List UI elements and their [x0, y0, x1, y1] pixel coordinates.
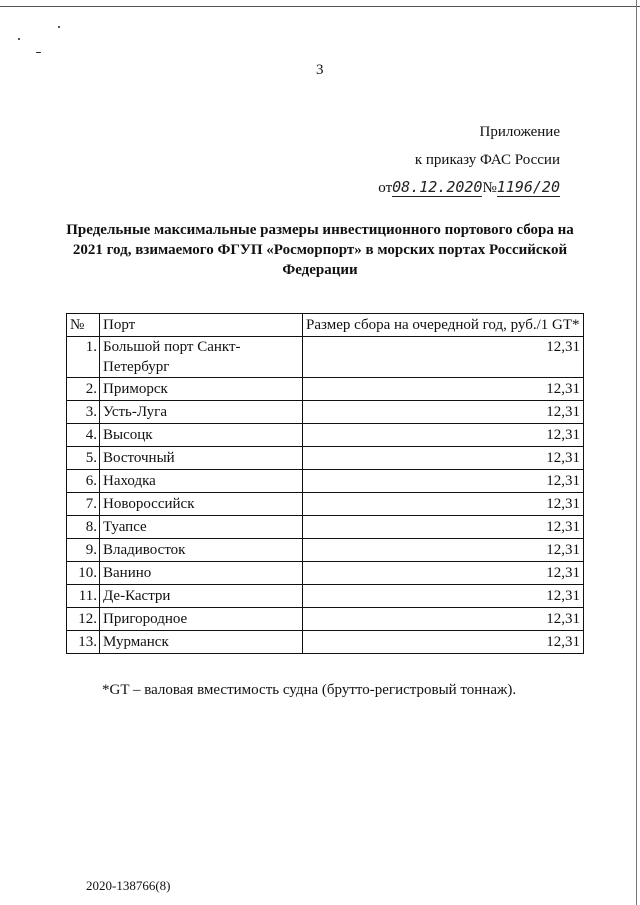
- table-row: [67, 539, 584, 562]
- row-fee: 12,31: [303, 470, 584, 493]
- row-port: Восточный: [100, 447, 303, 470]
- header-port: Порт: [100, 314, 303, 337]
- row-num: 5.: [67, 447, 100, 470]
- row-port: Мурманск: [100, 631, 303, 654]
- table-row: [67, 337, 584, 378]
- row-fee: 12,31: [303, 337, 584, 378]
- row-port: Приморск: [100, 378, 303, 401]
- row-fee: 12,31: [303, 631, 584, 654]
- table-row: [67, 401, 584, 424]
- row-port: Усть-Луга: [100, 401, 303, 424]
- annex-number-prefix: №: [482, 180, 497, 196]
- table-row: [67, 470, 584, 493]
- row-fee: 12,31: [303, 424, 584, 447]
- row-num: 4.: [67, 424, 100, 447]
- row-port: Де-Кастри: [100, 585, 303, 608]
- table-row: [67, 585, 584, 608]
- row-num: 8.: [67, 516, 100, 539]
- row-fee: 12,31: [303, 401, 584, 424]
- handwritten-number: 1196/20: [496, 178, 560, 196]
- scan-speck: [58, 26, 60, 28]
- scan-edge-right: [636, 0, 637, 905]
- port-fee-table: [66, 313, 584, 654]
- header-num: №: [67, 314, 100, 337]
- row-num: 10.: [67, 562, 100, 585]
- row-port: Пригородное: [100, 608, 303, 631]
- row-fee: 12,31: [303, 378, 584, 401]
- row-port: Туапсе: [100, 516, 303, 539]
- row-fee: 12,31: [303, 539, 584, 562]
- annex-from-prefix: от: [378, 180, 393, 196]
- handwritten-date: 08.12.2020: [392, 178, 483, 196]
- row-num: 11.: [67, 585, 100, 608]
- header-fee: Размер сбора на очередной год, руб./1 GT*: [303, 314, 584, 337]
- row-fee: 12,31: [303, 516, 584, 539]
- row-num: 2.: [67, 378, 100, 401]
- row-port: Большой порт Санкт-Петербург: [100, 337, 303, 378]
- page-number: 3: [316, 62, 324, 78]
- annex-block: [0, 118, 560, 202]
- table-row: [67, 631, 584, 654]
- row-fee: 12,31: [303, 562, 584, 585]
- table-header-row: [67, 314, 584, 337]
- row-fee: 12,31: [303, 493, 584, 516]
- row-num: 12.: [67, 608, 100, 631]
- row-port: Новороссийск: [100, 493, 303, 516]
- row-port: Владивосток: [100, 539, 303, 562]
- scan-speck: [36, 52, 41, 53]
- table-row: [67, 378, 584, 401]
- row-num: 1.: [67, 337, 100, 378]
- annex-order-ref: к приказу ФАС России: [414, 152, 560, 168]
- row-num: 3.: [67, 401, 100, 424]
- table-row: [67, 424, 584, 447]
- row-num: 6.: [67, 470, 100, 493]
- footnote: *GT – валовая вместимость судна (брутто-регистровый тоннаж).: [102, 682, 517, 698]
- table-row: [67, 493, 584, 516]
- row-fee: 12,31: [303, 585, 584, 608]
- table-row: [67, 562, 584, 585]
- row-port: Ванино: [100, 562, 303, 585]
- row-port: Находка: [100, 470, 303, 493]
- scan-speck: [18, 38, 20, 40]
- row-num: 9.: [67, 539, 100, 562]
- row-num: 7.: [67, 493, 100, 516]
- annex-title: Приложение: [479, 124, 560, 140]
- annex-date-number: [0, 174, 560, 202]
- table-row: [67, 608, 584, 631]
- table-row: [67, 516, 584, 539]
- row-fee: 12,31: [303, 447, 584, 470]
- document-id: 2020-138766(8): [86, 878, 171, 893]
- row-num: 13.: [67, 631, 100, 654]
- row-port: Высоцк: [100, 424, 303, 447]
- row-fee: 12,31: [303, 608, 584, 631]
- scan-edge-top: [0, 6, 640, 7]
- document-title: Предельные максимальные размеры инвестиционного портового сбора на 2021 год, взимаемого ФГУП «Росморпорт» в морских портах Российской Федерации: [66, 222, 574, 278]
- table-row: [67, 447, 584, 470]
